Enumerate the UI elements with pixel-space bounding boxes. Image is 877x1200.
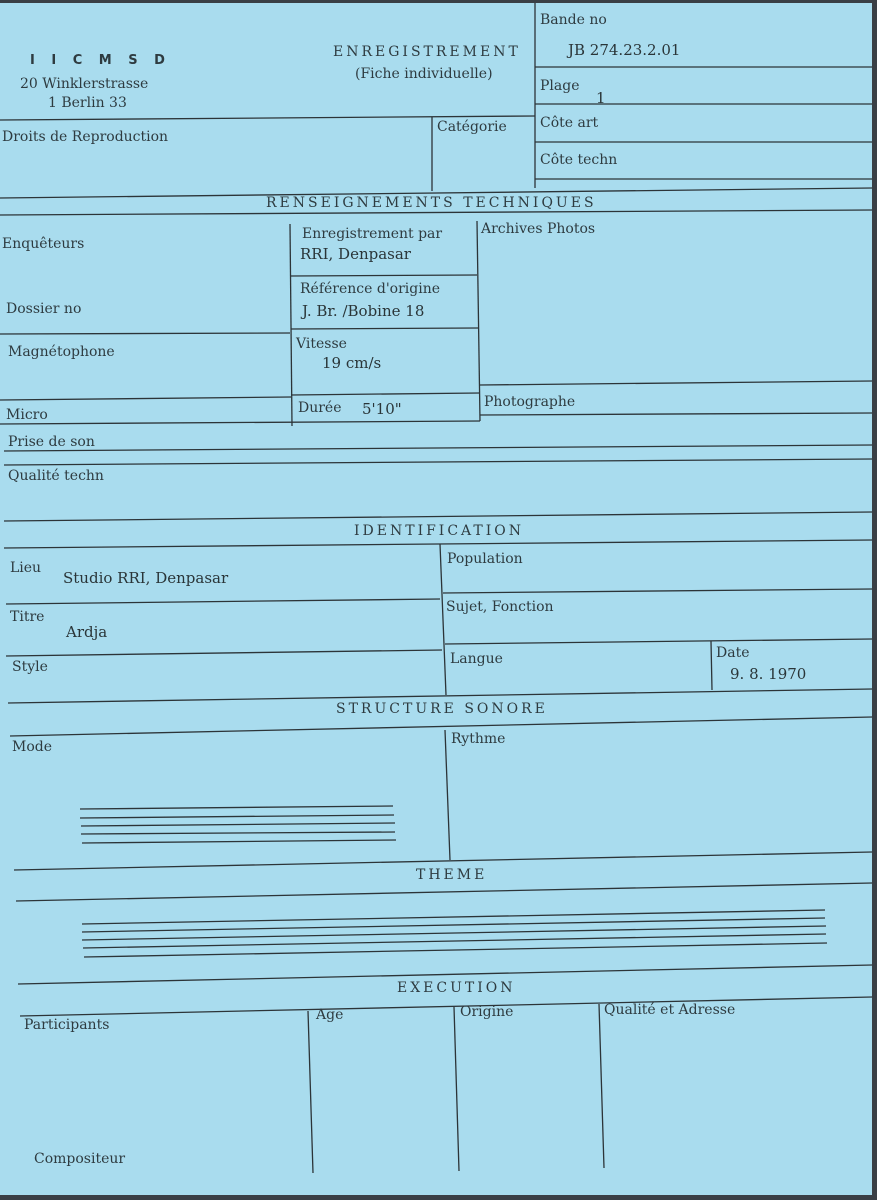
section-tech: RENSEIGNEMENTS TECHNIQUES — [266, 195, 597, 211]
institute-street: 20 Winklerstrasse — [20, 76, 149, 92]
enqueteurs-label: Enquêteurs — [2, 236, 85, 252]
origine-label: Origine — [460, 1004, 514, 1020]
duree-label: Durée — [298, 400, 342, 416]
section-structure: STRUCTURE SONORE — [336, 701, 548, 717]
plage-label: Plage — [540, 78, 580, 94]
bande-value: JB 274.23.2.01 — [568, 41, 681, 59]
langue-label: Langue — [450, 651, 503, 667]
mode-label: Mode — [12, 739, 53, 755]
style-label: Style — [12, 659, 48, 675]
cote-art-label: Côte art — [540, 115, 599, 131]
institute-city: 1 Berlin 33 — [48, 95, 127, 111]
record-card — [0, 3, 872, 1195]
form-title: ENREGISTREMENT — [333, 44, 521, 60]
magnetophone-label: Magnétophone — [8, 344, 115, 360]
date-label: Date — [716, 645, 750, 661]
qualite-techn-label: Qualité techn — [8, 468, 104, 484]
reference-value: J. Br. /Bobine 18 — [302, 302, 425, 320]
dossier-label: Dossier no — [6, 301, 82, 317]
vitesse-value: 19 cm/s — [322, 354, 382, 372]
section-ident: IDENTIFICATION — [354, 523, 524, 539]
population-label: Population — [447, 551, 523, 567]
form-grid-lines — [0, 3, 872, 1195]
prise-de-son-label: Prise de son — [8, 434, 95, 450]
archives-photos-label: Archives Photos — [481, 221, 596, 237]
age-label: Age — [316, 1007, 344, 1023]
cote-techn-label: Côte techn — [540, 152, 618, 168]
lieu-label: Lieu — [10, 560, 42, 576]
section-execution: EXECUTION — [397, 980, 516, 996]
plage-value: 1 — [596, 89, 606, 107]
institute-name: I I C M S D — [30, 53, 171, 68]
duree-value: 5'10" — [362, 400, 402, 418]
enregistrement-par-label: Enregistrement par — [302, 226, 443, 242]
titre-label: Titre — [10, 609, 45, 625]
lieu-value: Studio RRI, Denpasar — [63, 569, 229, 587]
section-theme: THEME — [416, 867, 488, 883]
participants-label: Participants — [24, 1017, 110, 1033]
compositeur-label: Compositeur — [34, 1151, 126, 1167]
vitesse-label: Vitesse — [296, 336, 347, 352]
droits-label: Droits de Reproduction — [2, 129, 169, 145]
bande-label: Bande no — [540, 12, 607, 28]
qualite-adresse-label: Qualité et Adresse — [604, 1002, 736, 1018]
photographe-label: Photographe — [484, 394, 576, 410]
date-value: 9. 8. 1970 — [730, 665, 807, 683]
micro-label: Micro — [6, 407, 48, 423]
categorie-label: Catégorie — [437, 119, 507, 135]
rythme-label: Rythme — [451, 731, 506, 747]
form-subtitle: (Fiche individuelle) — [355, 66, 493, 82]
enregistrement-par-value: RRI, Denpasar — [300, 245, 411, 263]
reference-label: Référence d'origine — [300, 281, 441, 297]
titre-value: Ardja — [66, 623, 108, 641]
sujet-fonction-label: Sujet, Fonction — [446, 599, 554, 615]
